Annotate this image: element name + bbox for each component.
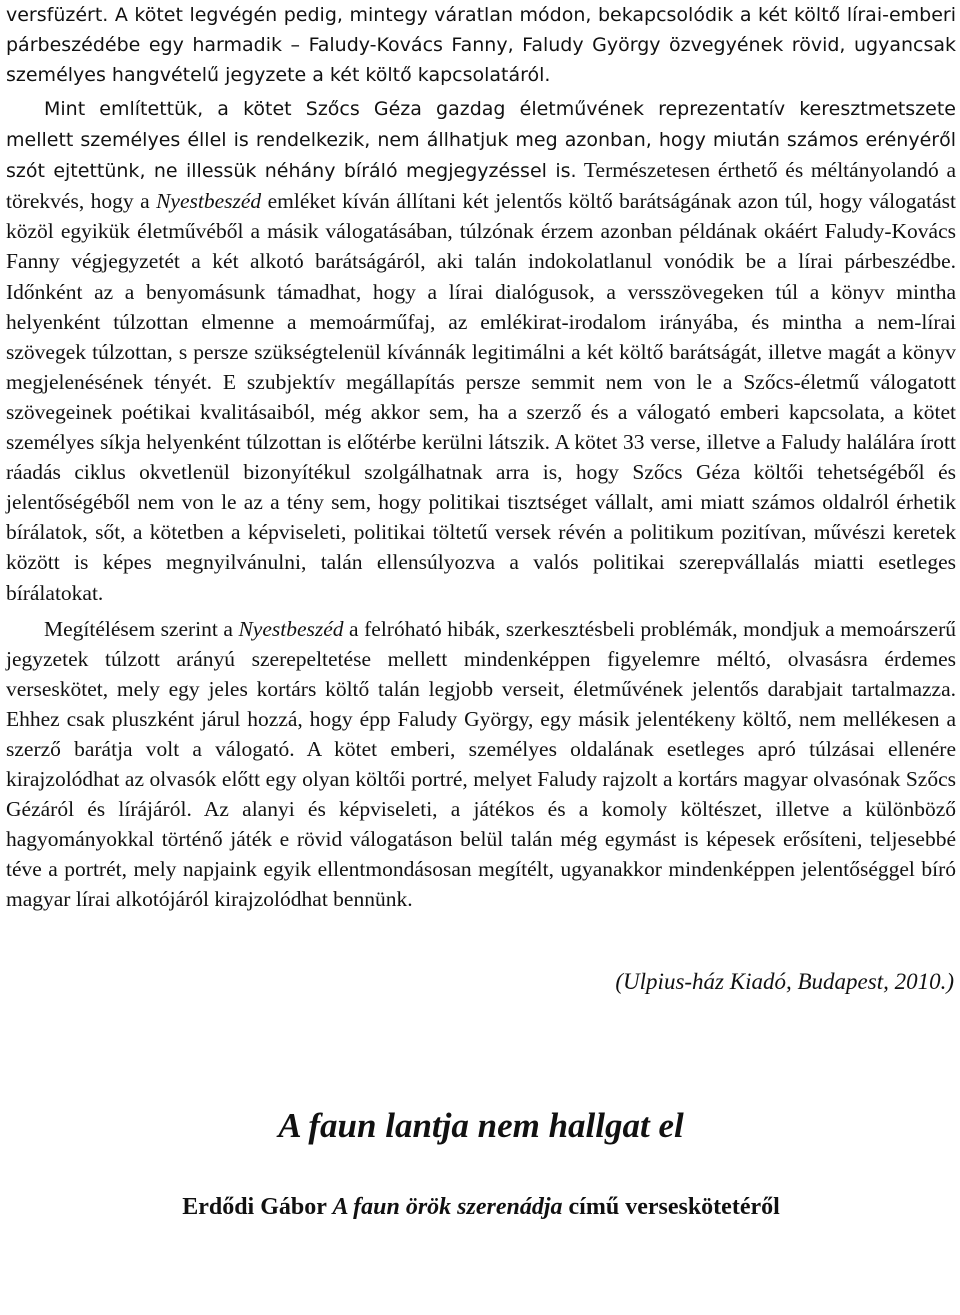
subtitle-book-title: A faun örök szerenádja [332, 1193, 563, 1220]
paragraph-conclusion-lead: Megítélésem szerint a [44, 616, 239, 641]
publisher-citation: (Ulpius-ház Kiadó, Budapest, 2010.) [615, 968, 954, 994]
paragraph-criticism-text: Természetesen érthető és méltányolandó a törekvés, hogy a [6, 158, 956, 214]
next-article-subtitle [6, 1192, 956, 1222]
paragraph-criticism-text-cont: emléket kíván állítani két jelentős költő barátságának azon túl, hogy válogatást közöl egyikük életművéből a másik válogatásában, túlzónak érzem azonban példának okáért Faludy-Kovács Fanny végjegyzetét a két alkotó barátságáról, aki talán indokolatlanul vonódik be a lírai párbeszédbe. Időnként az a benyomásunk támadhat, hogy a lírai dialógusok, a versszövegeken túl a könyv mintha helyenként túlzottan elmenne a memoárműfaj, az emlékirat-irodalom irányába, és mintha a nem-lírai szövegek túlzottan, s persze szükségtelenül kívánnák legitimálni a két költő barátságát, illetve magát a könyv megjelenésének tényét. E szubjektív megállapítás persze semmit nem von le a Szőcs-életmű válogatott szövegeinek poétikai kvalitásaiból, még akkor sem, ha a szerző és a válogató emberi kapcsolata, a kötet személyes síkja helyenként túlzottan is előtérbe kerülni látszik. A kötet 33 verse, illetve a Faludy halálára írott ráadás ciklus okvetlenül bizonyítékul szolgálhatnak arra is, hogy Szőcs Géza költői tehetségéből és jelentőségéből nem von le az a tény sem, hogy politikai tisztséget vállalt, ami miatt számos oldalról érhetik bírálatok, sőt, a kötetben a képviseleti, politikai töltetű versek révén a politikum pozitívan, művészi keretek között is képes megnyilvánulni, talán ellensúlyozva a valós politikai szerepvállalás miatti esetleges bírálatokat. [6, 189, 956, 605]
document-page [6, 0, 956, 1222]
next-article-title: A faun lantja nem hallgat el [278, 1105, 684, 1145]
paragraph-criticism [6, 93, 956, 608]
paragraph-conclusion [6, 614, 956, 915]
subtitle-author: Erdődi Gábor [182, 1193, 333, 1220]
intro-paragraph: versfüzért. A kötet legvégén pedig, mintegy váratlan módon, bekapcsolódik a két költő lírai-emberi párbeszédébe egy harmadik – Faludy-Kovács Fanny, Faludy György özvegyének rövid, ugyancsak személyes hangvételű jegyzete a két költő kapcsolatáról. [6, 4, 956, 86]
subtitle-suffix: című verseskötetéről [562, 1193, 780, 1220]
review-body [6, 93, 956, 915]
book-title-italic: Nyestbeszéd [156, 189, 262, 214]
paragraph-criticism-sans-lead: Mint említettük, a kötet Szőcs Géza gazdag életművének reprezentatív keresztmetszete mellett személyes éllel is rendelkezik, nem állhatjuk meg azonban, hogy miután számos erényéről szót ejtettünk, ne illessük néhány bíráló megjegyzéssel is. [6, 98, 956, 183]
book-title-italic-2: Nyestbeszéd [238, 616, 344, 641]
paragraph-conclusion-text: a felróható hibák, szerkesztésbeli problémák, mondjuk a memoárszerű jegyzetek túlzott arányú szerepeltetése mellett mindenképpen figyelemre méltó, olvasásra érdemes verseskötet, mely egy jeles kortárs költő talán legjobb verseit, életművének jelentős darabjait tartalmazza. Ehhez csak pluszként járul hozzá, hogy épp Faludy György, egy másik jelentékeny költő, nem mellékesen a szerző barátja volt a válogató. A kötet emberi, személyes oldalának esetleges apró túlzásai ellenére kirajzolódhat az olvasók előtt egy olyan költői portré, melyet Faludy rajzolt a kortárs magyar olvasónak Szőcs Gézáról és lírájáról. Az alanyi és képviseleti, a játékos és a komoly költészet, illetve a különböző hagyományokkal történő játék e rövid válogatáson belül talán még egymást is képesek erősíteni, teljesebbé téve a portrét, mely napjaink egyik ellentmondásosan megítélt, ugyanakkor mindenképpen jelentőséggel bíró magyar lírai alkotójáról kirajzolódhat bennünk. [6, 616, 956, 912]
